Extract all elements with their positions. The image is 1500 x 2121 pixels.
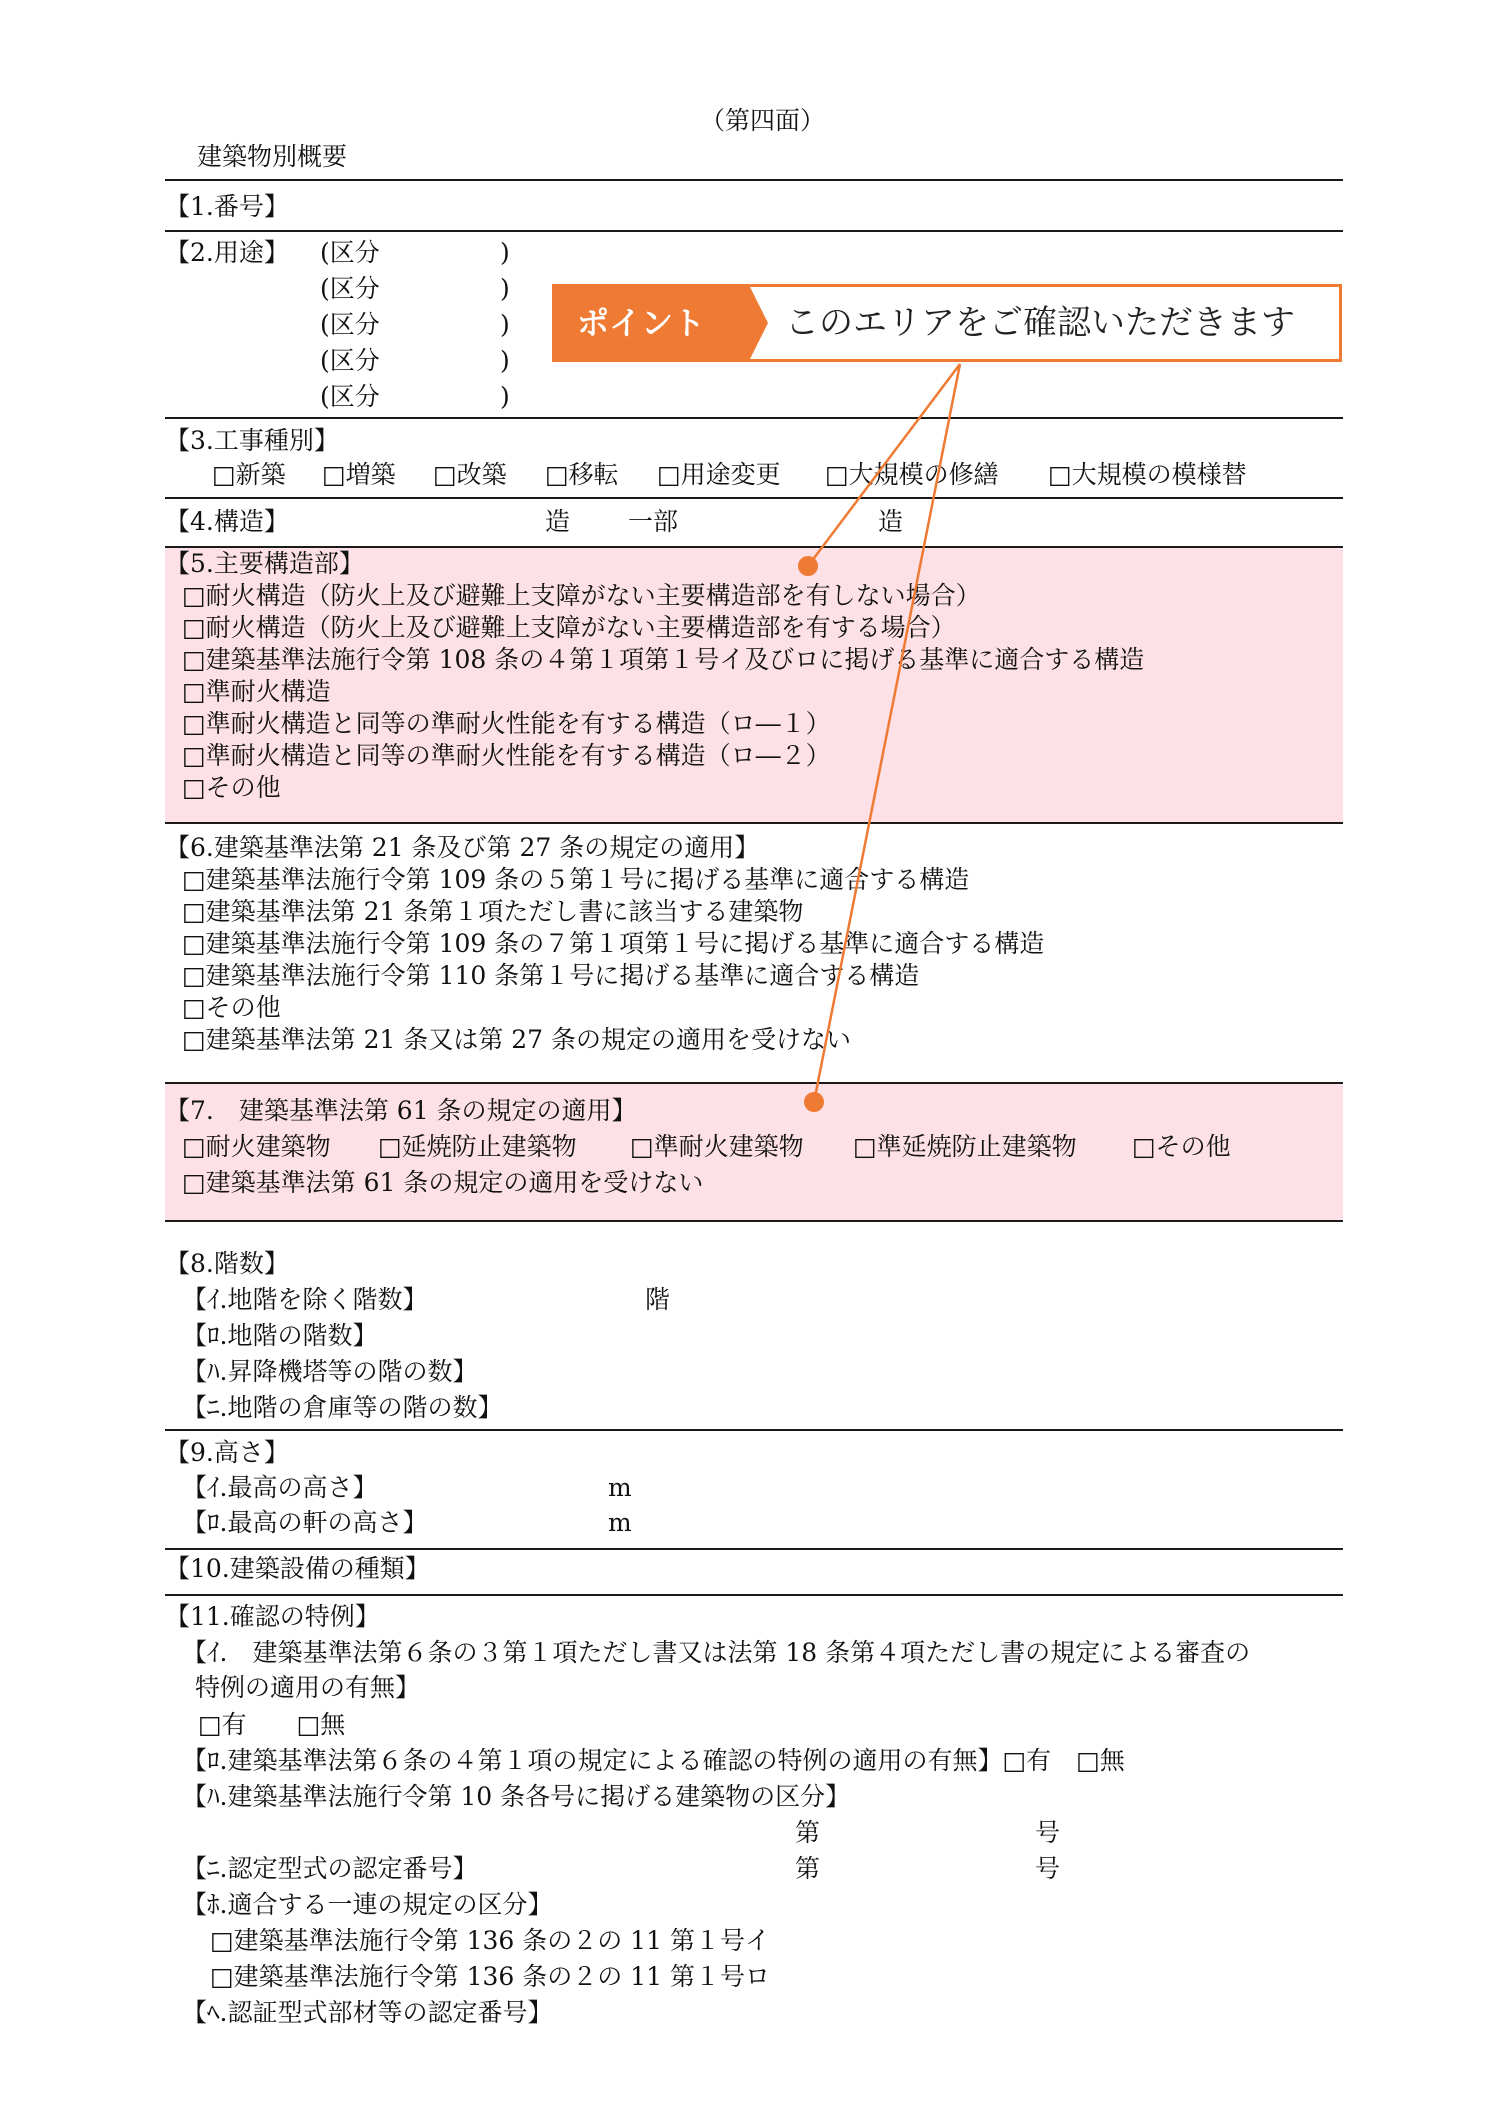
special-ha-line: 【ﾊ.建築基準法施行令第 10 条各号に掲げる建築物の区分】: [182, 1782, 851, 1811]
fire-option: □その他: [1132, 1132, 1231, 1161]
structure-main: 造: [545, 507, 571, 536]
point-tag: ポイント: [555, 287, 750, 359]
special-ni-line: 【ﾆ.認定型式の認定番号】: [182, 1854, 478, 1883]
article-item: □建築基準法施行令第 109 条の７第１項第１号に掲げる基準に適合する構造: [182, 929, 1045, 958]
special-ho-item: □建築基準法施行令第 136 条の２の 11 第１号ロ: [210, 1962, 770, 1991]
structure-item: □準耐火構造と同等の準耐火性能を有する構造（ロ―１）: [182, 709, 831, 738]
special-ro-line: 【ﾛ.建築基準法第６条の４第１項の規定による確認の特例の適用の有無】□有 □無: [182, 1746, 1125, 1775]
special-i-line2: 特例の適用の有無】: [195, 1673, 421, 1702]
section-2-heading: 【2.用途】: [165, 238, 289, 267]
special-ha-dai: 第: [795, 1818, 821, 1847]
section-7-heading: 【7. 建築基準法第 61 条の規定の適用】: [165, 1096, 637, 1125]
section-3-heading: 【3.工事種別】: [165, 426, 339, 455]
fire-option: □準延焼防止建築物: [853, 1132, 1077, 1161]
work-type-rebuild: □改築: [433, 460, 507, 489]
structure-item: □準耐火構造: [182, 677, 331, 706]
work-type-extension: □増築: [322, 460, 396, 489]
floors-item: 【ﾊ.昇降機塔等の階の数】: [182, 1357, 478, 1386]
usage-row-close: ): [500, 274, 510, 303]
point-callout-text: このエリアをご確認いただきます: [785, 303, 1295, 343]
article-item: □建築基準法施行令第 109 条の５第１号に掲げる基準に適合する構造: [182, 865, 970, 894]
structure-item: □その他: [182, 773, 281, 802]
work-type-usage-change: □用途変更: [657, 460, 781, 489]
structure-partial-label: 一部: [628, 507, 679, 536]
work-type-new: □新築: [212, 460, 286, 489]
section-10-heading: 【10.建築設備の種類】: [165, 1554, 430, 1583]
special-ho-item: □建築基準法施行令第 136 条の２の 11 第１号イ: [210, 1926, 770, 1955]
structure-item: □建築基準法施行令第 108 条の４第１項第１号イ及びロに掲げる基準に適合する構造: [182, 645, 1145, 674]
page-label: （第四面）: [700, 106, 826, 135]
usage-row: (区分: [320, 346, 380, 375]
special-ni-dai: 第: [795, 1854, 821, 1883]
special-i-options: □有 □無: [198, 1710, 346, 1739]
usage-row-close: ): [500, 382, 510, 411]
height-item: 【ｲ.最高の高さ】: [182, 1473, 378, 1502]
section-6-heading: 【6.建築基準法第 21 条及び第 27 条の規定の適用】: [165, 833, 760, 862]
usage-row-close: ): [500, 238, 510, 267]
doc-title: 建築物別概要: [197, 142, 348, 171]
usage-row-close: ): [500, 346, 510, 375]
height-unit: m: [608, 1508, 632, 1537]
fire-option: □耐火建築物: [182, 1132, 331, 1161]
article-item: □その他: [182, 993, 281, 1022]
work-type-major-remodel: □大規模の模様替: [1048, 460, 1247, 489]
special-he-line: 【ﾍ.認証型式部材等の認定番号】: [182, 1998, 553, 2027]
article-item: □建築基準法第 21 条又は第 27 条の規定の適用を受けない: [182, 1025, 852, 1054]
work-type-relocation: □移転: [545, 460, 619, 489]
floors-item: 【ﾆ.地階の倉庫等の階の数】: [182, 1393, 503, 1422]
special-i-line1: 【ｲ. 建築基準法第６条の３第１項ただし書又は法第 18 条第４項ただし書の規定による審査の: [182, 1638, 1251, 1667]
section-4-heading: 【4.構造】: [165, 507, 289, 536]
usage-row: (区分: [320, 274, 380, 303]
special-ha-go: 号: [1035, 1818, 1061, 1847]
floors-item: 【ﾛ.地階の階数】: [182, 1321, 378, 1350]
fire-option: □延焼防止建築物: [378, 1132, 577, 1161]
structure-partial: 造: [878, 507, 904, 536]
structure-item: □耐火構造（防火上及び避難上支障がない主要構造部を有しない場合）: [182, 581, 981, 610]
usage-row: (区分: [320, 382, 380, 411]
special-ni-go: 号: [1035, 1854, 1061, 1883]
section-8-heading: 【8.階数】: [165, 1249, 289, 1278]
usage-row: (区分: [320, 238, 380, 267]
point-callout: [552, 284, 1342, 362]
callout-arrow-line: [814, 364, 960, 1102]
work-type-major-repair: □大規模の修繕: [825, 460, 999, 489]
special-ho-line: 【ﾎ.適合する一連の規定の区分】: [182, 1890, 553, 1919]
height-unit: m: [608, 1473, 632, 1502]
section-1-heading: 【1.番号】: [165, 192, 289, 221]
structure-item: □耐火構造（防火上及び避難上支障がない主要構造部を有する場合）: [182, 613, 956, 642]
article-item: □建築基準法第 21 条第１項ただし書に該当する建築物: [182, 897, 804, 926]
article-item: □建築基準法施行令第 110 条第１号に掲げる基準に適合する構造: [182, 961, 920, 990]
floors-item: 【ｲ.地階を除く階数】: [182, 1285, 428, 1314]
section-11-heading: 【11.確認の特例】: [165, 1602, 380, 1631]
height-item: 【ﾛ.最高の軒の高さ】: [182, 1508, 428, 1537]
structure-item: □準耐火構造と同等の準耐火性能を有する構造（ロ―２）: [182, 741, 831, 770]
section-9-heading: 【9.高さ】: [165, 1438, 289, 1467]
usage-row: (区分: [320, 310, 380, 339]
usage-row-close: ): [500, 310, 510, 339]
floors-unit: 階: [645, 1285, 671, 1314]
fire-option-not-applicable: □建築基準法第 61 条の規定の適用を受けない: [182, 1168, 704, 1197]
section-5-heading: 【5.主要構造部】: [165, 549, 364, 578]
callout-arrow-line: [808, 364, 960, 566]
fire-option: □準耐火建築物: [630, 1132, 804, 1161]
